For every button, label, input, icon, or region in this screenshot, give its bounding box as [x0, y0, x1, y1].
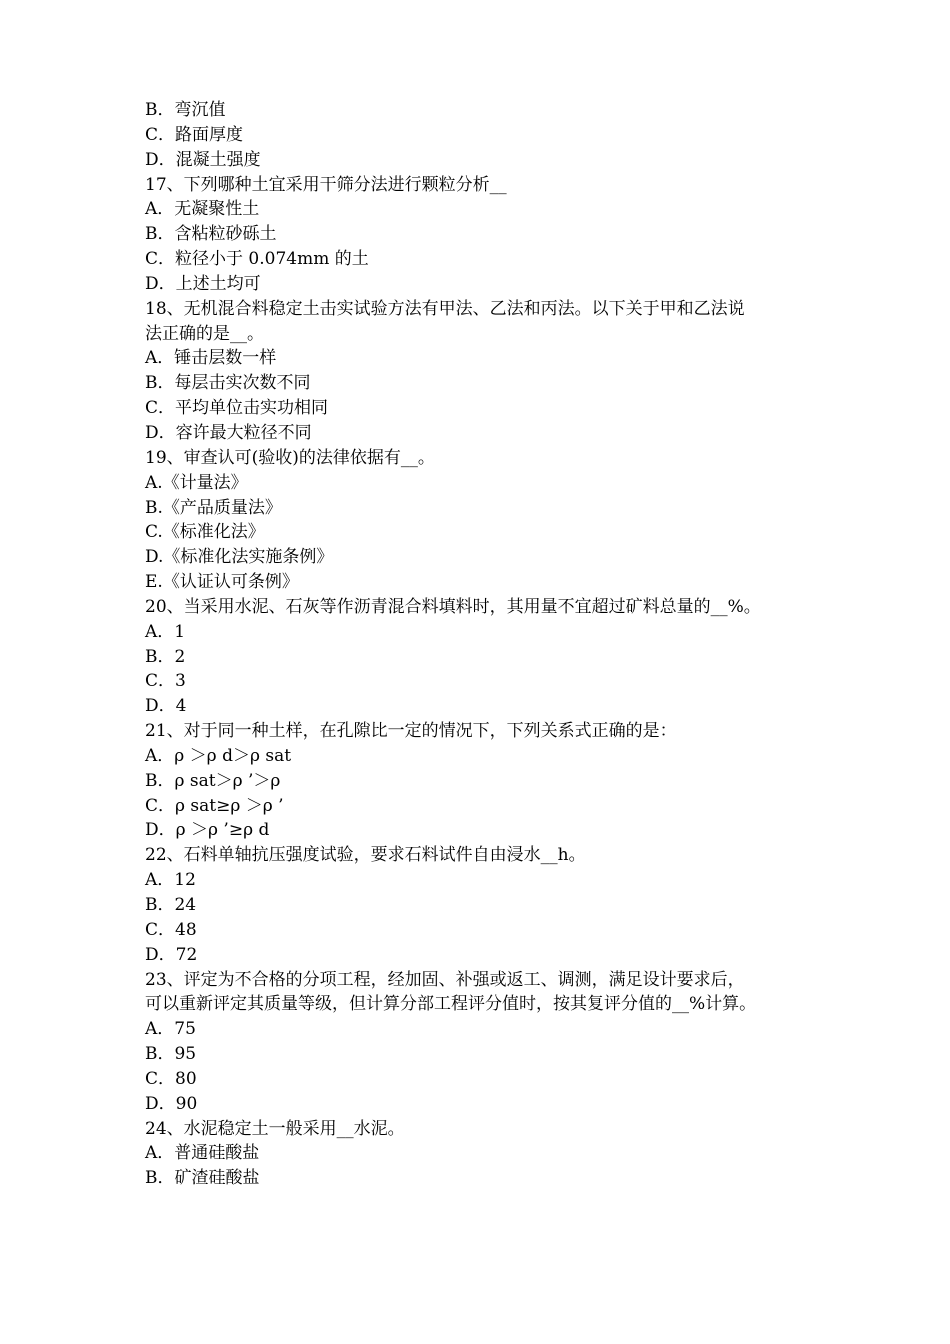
text-line: A．锤击层数一样	[145, 348, 277, 369]
text-line: C．粒径小于 0.074mm 的土	[145, 249, 369, 270]
question-17: 17、下列哪种土宜采用干筛分法进行颗粒分析__	[145, 174, 507, 195]
text-line: C．3	[145, 671, 186, 692]
text-line: B．含粘粒砂砾土	[145, 224, 277, 245]
question-24: 24、水泥稳定土一般采用__水泥。	[145, 1118, 405, 1139]
question-18: 18、无机混合料稳定土击实试验方法有甲法、乙法和丙法。以下关于甲和乙法说	[145, 298, 745, 319]
text-line: B．ρ sat＞ρ ’＞ρ	[145, 770, 281, 791]
text-line: B．95	[145, 1044, 197, 1065]
text-line: D．72	[145, 944, 198, 965]
question-22: 22、石料单轴抗压强度试验，要求石料试件自由浸水__h。	[145, 845, 586, 866]
text-line: A．普通硅酸盐	[145, 1143, 260, 1164]
text-line: C．80	[145, 1068, 197, 1089]
text-line: C．路面厚度	[145, 124, 244, 145]
question-19: 19、审查认可(验收)的法律依据有__。	[145, 447, 435, 468]
question-20: 20、当采用水泥、石灰等作沥青混合料填料时，其用量不宜超过矿料总量的__%。	[145, 596, 761, 617]
text-line: B．每层击实次数不同	[145, 373, 311, 394]
text-line: C．48	[145, 919, 197, 940]
text-line: C．ρ sat≥ρ ＞ρ ’	[145, 795, 284, 816]
text-line: D．容许最大粒径不同	[145, 422, 312, 443]
question-text-block	[145, 98, 820, 1191]
text-line: B．矿渣硅酸盐	[145, 1168, 260, 1189]
text-line: D．混凝土强度	[145, 149, 261, 170]
text-line: C．平均单位击实功相同	[145, 398, 329, 419]
text-line: A．75	[145, 1019, 196, 1040]
text-line: D.《标准化法实施条例》	[145, 547, 334, 568]
text-line: A．无凝聚性土	[145, 199, 260, 220]
text-line: A．1	[145, 621, 186, 642]
text-line: C.《标准化法》	[145, 522, 265, 543]
text-line: B．24	[145, 895, 197, 915]
text-line: B．弯沉值	[145, 100, 226, 120]
text-line: B．2	[145, 646, 186, 667]
text-line: A．ρ ＞ρ d＞ρ sat	[145, 745, 292, 766]
text-line: 法正确的是__。	[145, 323, 264, 344]
question-21: 21、对于同一种土样，在孔隙比一定的情况下，下列关系式正确的是：	[145, 721, 677, 742]
text-line: 可以重新评定其质量等级，但计算分部工程评分值时，按其复评分值的__%计算。	[145, 994, 757, 1015]
text-line: A．12	[145, 870, 196, 891]
text-line: D．上述土均可	[145, 273, 261, 294]
text-line: E.《认证认可条例》	[145, 572, 299, 593]
text-line: D．90	[145, 1093, 198, 1114]
text-line: D．4	[145, 696, 187, 717]
question-23: 23、评定为不合格的分项工程，经加固、补强或返工、调测，满足设计要求后，	[145, 969, 745, 990]
text-line: A.《计量法》	[145, 472, 248, 493]
text-line: B.《产品质量法》	[145, 497, 282, 518]
text-line: D．ρ ＞ρ ’≥ρ d	[145, 820, 270, 841]
